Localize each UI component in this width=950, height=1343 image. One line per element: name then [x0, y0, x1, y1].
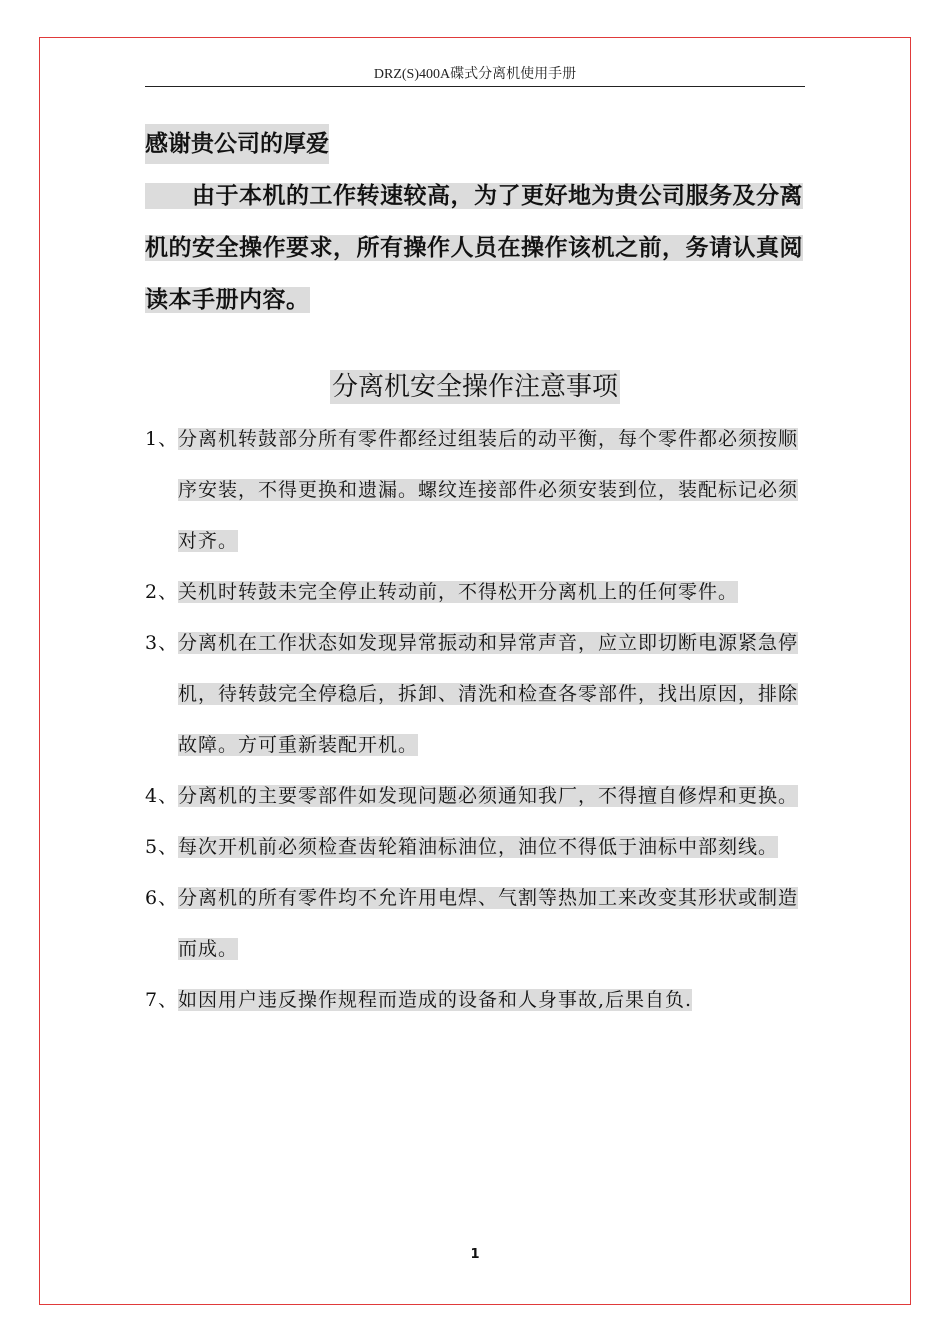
list-item-number: 4、 — [145, 785, 179, 807]
intro-thanks: 感谢贵公司的厚爱 — [145, 124, 329, 164]
list-item — [145, 975, 807, 1026]
list-item-text: 分离机在工作状态如发现异常振动和异常声音，应立即切断电源紧急停机，待转鼓完全停稳后，拆卸、清洗和检查各零部件，找出原因，排除故障。方可重新装配开机。 — [178, 632, 799, 756]
list-item-text: 关机时转鼓未完全停止转动前，不得松开分离机上的任何零件。 — [178, 581, 739, 603]
section-title-block — [0, 364, 950, 410]
section-title: 分离机安全操作注意事项 — [331, 372, 618, 402]
list-item-number: 3、 — [145, 632, 179, 654]
list-item — [145, 618, 807, 771]
list-item-number: 1、 — [145, 428, 179, 450]
list-item-text: 分离机的所有零件均不允许用电焊、气割等热加工来改变其形状或制造而成。 — [178, 887, 799, 960]
list-item-number: 6、 — [145, 887, 179, 909]
header-title: DRZ(S)400A碟式分离机使用手册 — [373, 67, 577, 82]
list-item-text: 分离机转鼓部分所有零件都经过组装后的动平衡，每个零件都必须按顺序安装，不得更换和遗漏。螺纹连接部件必须安装到位，装配标记必须对齐。 — [178, 428, 799, 552]
list-item-number: 5、 — [145, 836, 179, 858]
intro-section — [145, 118, 807, 326]
list-item-text: 分离机的主要零部件如发现问题必须通知我厂，不得擅自修焊和更换。 — [178, 785, 799, 807]
list-item-number: 2、 — [145, 581, 179, 603]
page-header — [145, 66, 805, 87]
page-number: 1 — [470, 1247, 480, 1262]
list-item-text: 每次开机前必须检查齿轮箱油标油位，油位不得低于油标中部刻线。 — [178, 836, 779, 858]
list-item-text: 如因用户违反操作规程而造成的设备和人身事故,后果自负. — [178, 989, 693, 1011]
list-item — [145, 873, 807, 975]
list-item — [145, 414, 807, 567]
intro-body: 由于本机的工作转速较高，为了更好地为贵公司服务及分离机的安全操作要求，所有操作人员在操作该机之前，务请认真阅读本手册内容。 — [145, 183, 803, 313]
list-item — [145, 771, 807, 822]
safety-list — [145, 414, 807, 1026]
list-item — [145, 567, 807, 618]
list-item — [145, 822, 807, 873]
list-item-number: 7、 — [145, 989, 179, 1011]
